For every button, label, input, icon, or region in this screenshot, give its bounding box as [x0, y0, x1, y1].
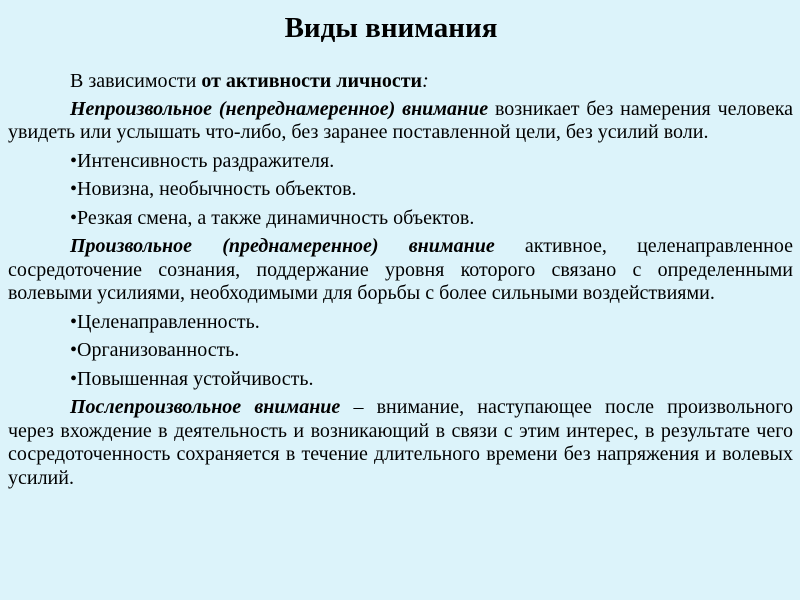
bullet-text: Повышенная устойчивость.	[77, 367, 314, 390]
intro-prefix: В зависимости	[70, 70, 202, 92]
intro-bold: от активности личности	[201, 70, 423, 92]
post-voluntary-term: Послепроизвольное внимание	[70, 396, 341, 418]
list-item	[70, 368, 793, 392]
bullet-dot: •	[70, 339, 78, 361]
post-voluntary-paragraph	[8, 396, 793, 490]
bullet-text: Интенсивность раздражителя.	[77, 149, 335, 172]
bullet-dot: •	[70, 149, 78, 172]
bullet-dot: •	[70, 206, 78, 229]
intro-suffix: :	[422, 70, 429, 92]
voluntary-text: активное, целенаправленное сосредоточение сознания, поддержание уровня которого связано с определенными волевыми усилиями, необходимыми для борьбы с более сильными воздействиями.	[8, 235, 793, 304]
voluntary-paragraph	[8, 235, 793, 306]
list-item	[70, 339, 793, 363]
bullet-dot: •	[70, 367, 78, 390]
bullet-text: Новизна, необычность объектов.	[77, 178, 357, 200]
intro-paragraph	[8, 70, 793, 94]
bullet-dot: •	[70, 310, 78, 333]
list-item	[70, 178, 793, 202]
list-item	[70, 311, 793, 335]
list-item	[70, 150, 793, 174]
bullet-text: Организованность.	[77, 339, 240, 361]
bullet-text: Целенаправленность.	[77, 310, 260, 333]
slide-title: Виды внимания	[284, 12, 498, 44]
involuntary-text: возникает без намерения человека увидеть или услышать что-либо, без заранее поставленной цели, без усилий воли.	[8, 97, 793, 143]
voluntary-term: Произвольное (преднамеренное) внимание	[70, 235, 495, 257]
involuntary-paragraph	[8, 98, 793, 145]
involuntary-term: Непроизвольное (непреднамеренное) внимание	[70, 97, 489, 120]
bullet-text: Резкая смена, а также динамичность объектов.	[77, 206, 475, 229]
list-item	[70, 207, 793, 231]
slide-content	[8, 70, 793, 495]
post-voluntary-text: – внимание, наступающее после произвольного через вхождение в деятельность и возникающий в связи с этим интерес, в результате чего сосредоточенность сохраняется в течение длительного времени без напряжения и волевых усилий.	[8, 396, 794, 489]
bullet-dot: •	[70, 178, 78, 200]
